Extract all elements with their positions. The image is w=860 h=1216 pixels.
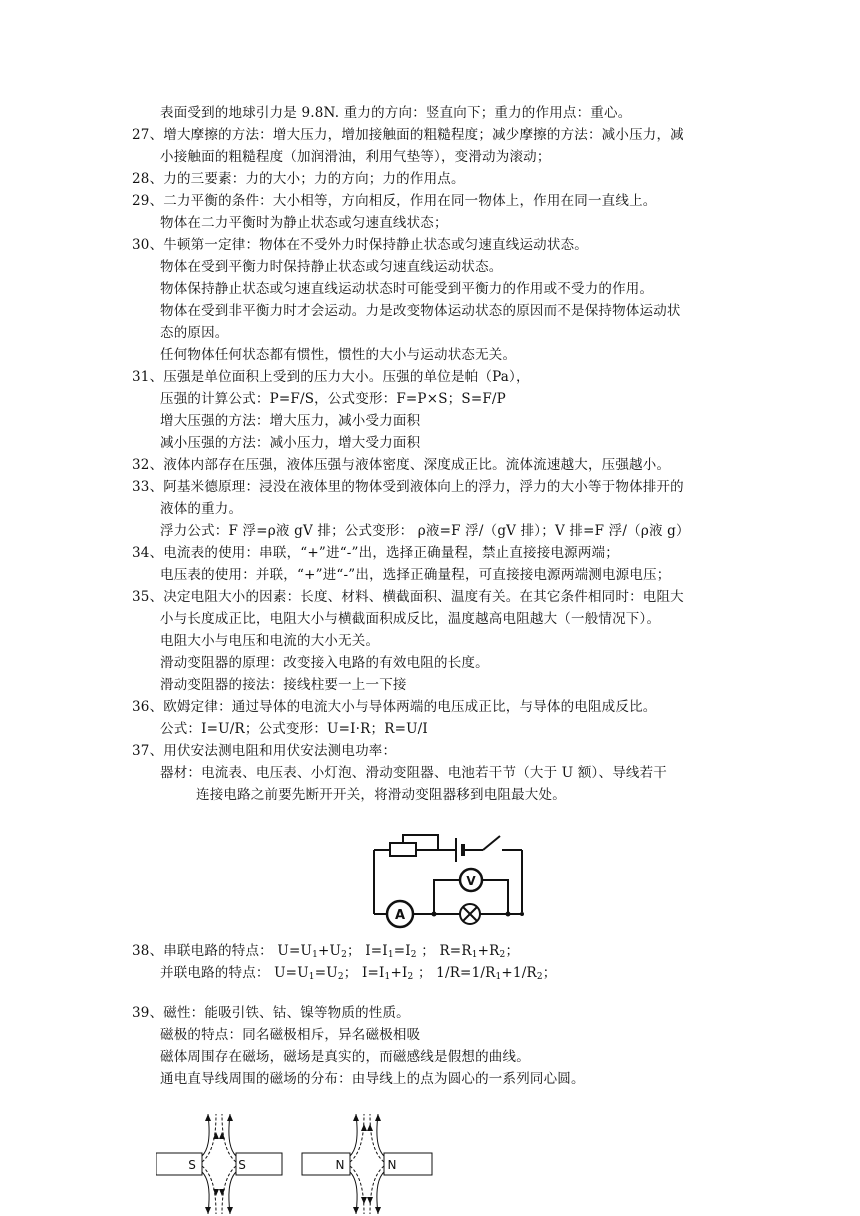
rheostat-symbol xyxy=(390,843,416,856)
magnet-diagram-like-poles-s xyxy=(156,1112,284,1216)
text-line: 公式：I=U/R；公式变形：U=I·R；R=U/I xyxy=(160,721,428,737)
text-line: 通电直导线周围的磁场的分布：由导线上的点为圆心的一系列同心圆。 xyxy=(160,1071,585,1087)
text-line: 物体在受到非平衡力时才会运动。力是改变物体运动状态的原因而不是保持物体运动状 xyxy=(160,303,681,319)
text-line: 滑动变阻器的接法：接线柱要一上一下接 xyxy=(160,677,407,693)
text-line: 压强的计算公式：P=F/S，公式变形：F=P×S；S=F/P xyxy=(160,391,506,407)
voltmeter-symbol xyxy=(460,869,482,891)
text-line: 浮力公式：F 浮=ρ液 gV 排；公式变形： ρ液=F 浮/（gV 排）；V 排=F 浮/（ρ液 g） xyxy=(160,523,690,539)
text-line: 物体保持静止状态或匀速直线运动状态时可能受到平衡力的作用或不受力的作用。 xyxy=(160,281,654,297)
text-line: 小与长度成正比，电阻大小与横截面积成反比，温度越高电阻越大（一般情况下）。 xyxy=(160,611,661,627)
text-line: 电阻大小与电压和电流的大小无关。 xyxy=(160,633,380,649)
magnet-diagram-like-poles-n xyxy=(300,1112,434,1216)
text-line: 31、压强是单位面积上受到的压力大小。压强的单位是帕（Pa）， xyxy=(132,369,530,385)
svg-text:V: V xyxy=(466,874,476,888)
text-line: 减小压强的方法：减小压力，增大受力面积 xyxy=(160,435,421,451)
parallel-formula-voltage: $U=U_1=U_2$； xyxy=(274,965,358,982)
series-label: 38、串联电路的特点： xyxy=(132,943,273,959)
text-line: 滑动变阻器的原理：改变接入电路的有效电阻的长度。 xyxy=(160,655,489,671)
text-line: 29、二力平衡的条件：大小相等，方向相反，作用在同一物体上，作用在同一直线上。 xyxy=(132,193,657,209)
parallel-formula-current: $I=I_1+I_2$ ； xyxy=(361,965,432,982)
text-line: 物体在二力平衡时为静止状态或匀速直线状态； xyxy=(160,215,448,231)
text-line: 32、液体内部存在压强，液体压强与液体密度、深度成正比。流体流速越大，压强越小。 xyxy=(132,457,671,473)
text-line: 小接触面的粗糙程度（加润滑油，利用气垫等），变滑动为滚动； xyxy=(160,149,551,165)
text-line: 态的原因。 xyxy=(160,325,229,341)
text-line: 连接电路之前要先断开开关，将滑动变阻器移到电阻最大处。 xyxy=(196,787,566,803)
text-line: 34、电流表的使用：串联，“+”进“-”出，选择正确量程，禁止直接接电源两端； xyxy=(132,545,619,561)
text-line: 39、磁性：能吸引铁、钴、镍等物质的性质。 xyxy=(132,1005,410,1021)
text-line: 33、阿基米德原理：浸没在液体里的物体受到液体向上的浮力，浮力的大小等于物体排开的 xyxy=(132,479,684,495)
text-line: 增大压强的方法：增大压力，减小受力面积 xyxy=(160,413,421,429)
text-line: 磁极的特点：同名磁极相斥，异名磁极相吸 xyxy=(160,1027,421,1043)
magnet-pole-label: S xyxy=(188,1158,196,1172)
text-line: 37、用伏安法测电阻和用伏安法测电功率： xyxy=(132,743,397,759)
text-line: 35、决定电阻大小的因素：长度、材料、横截面积、温度有关。在其它条件相同时：电阻大 xyxy=(132,589,684,605)
magnet-pole-label: N xyxy=(387,1158,397,1172)
magnet-pole-label: S xyxy=(238,1158,246,1172)
text-line: 电压表的使用：并联，“+”进“-”出，选择正确量程，可直接接电源两端测电源电压； xyxy=(160,567,671,583)
text-line: 磁体周围存在磁场，磁场是真实的，而磁感线是假想的曲线。 xyxy=(160,1049,530,1065)
switch-symbol xyxy=(483,836,500,850)
text-line: 器材：电流表、电压表、小灯泡、滑动变阻器、电池若干节（大于 U 额）、导线若干 xyxy=(160,765,668,781)
ammeter-symbol xyxy=(387,901,413,927)
text-line: 30、牛顿第一定律：物体在不受外力时保持静止状态或匀速直线运动状态。 xyxy=(132,237,588,253)
text-line: 36、欧姆定律：通过导体的电流大小与导体两端的电压成正比，与导体的电阻成反比。 xyxy=(132,699,657,715)
magnet-pole-label: N xyxy=(335,1158,345,1172)
text-line: 物体在受到平衡力时保持静止状态或匀速直线运动状态。 xyxy=(160,259,503,275)
parallel-formula-resistance: $1/R=1/R_1+1/R_2$； xyxy=(436,965,557,982)
series-formula-voltage: $U=U_1+U_2$； xyxy=(277,943,361,960)
series-formula-resistance: $R=R_1+R_2$； xyxy=(439,943,520,960)
parallel-label: 并联电路的特点： xyxy=(160,965,270,981)
text-line: 27、增大摩擦的方法：增大压力，增加接触面的粗糙程度；减少摩擦的方法：减小压力，减 xyxy=(132,127,684,143)
circuit-diagram xyxy=(368,830,528,930)
series-formula-current: $I=I_1=I_2$ ； xyxy=(365,943,435,960)
text-line: 28、力的三要素：力的大小；力的方向；力的作用点。 xyxy=(132,171,465,187)
svg-text:A: A xyxy=(394,908,406,923)
parallel-circuit-line xyxy=(160,962,556,988)
lamp-symbol xyxy=(460,904,480,924)
text-line: 表面受到的地球引力是 9.8N. 重力的方向：竖直向下；重力的作用点：重心。 xyxy=(160,105,632,121)
text-line: 液体的重力。 xyxy=(160,501,243,517)
text-line: 任何物体任何状态都有惯性，惯性的大小与运动状态无关。 xyxy=(160,347,517,363)
